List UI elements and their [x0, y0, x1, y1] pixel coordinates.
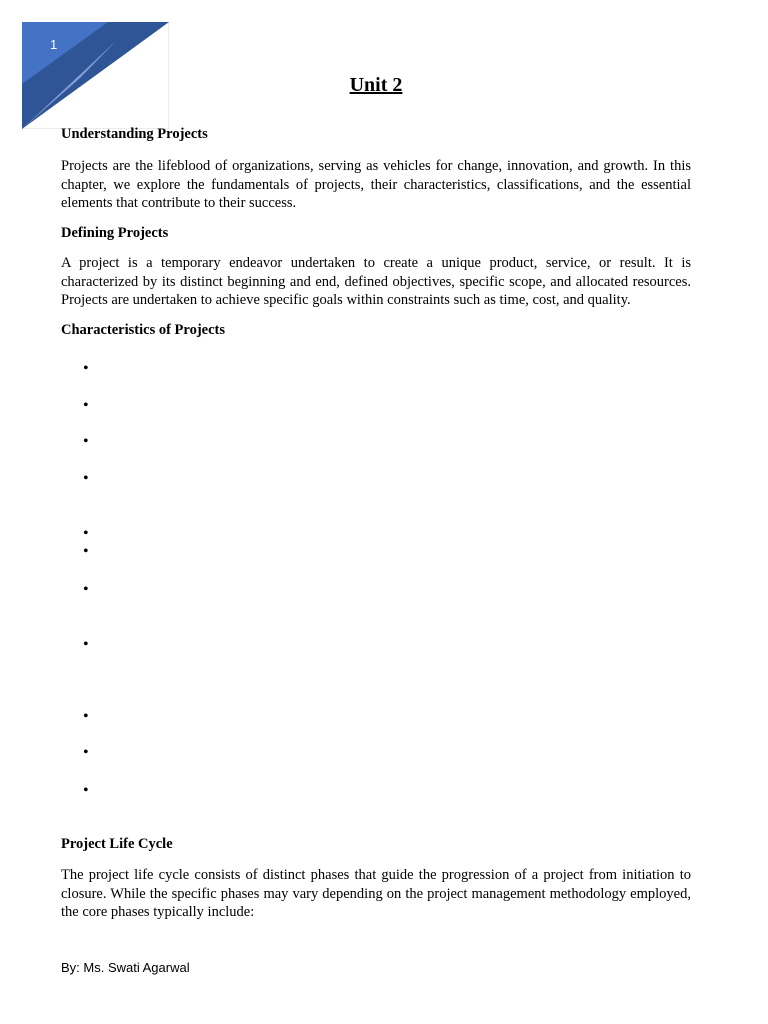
bullet-item: • — [83, 543, 89, 560]
section-paragraph-life-cycle: The project life cycle consists of distinct phases that guide the progression of a project from initiation to closure. While the specific phases may vary depending on the project management methodology employed, the core phases typically include: — [61, 867, 691, 921]
bullet-item: • — [83, 581, 89, 598]
bullet-item: • — [83, 636, 89, 653]
bullet-item: • — [83, 433, 89, 450]
section-heading-life-cycle: Project Life Cycle — [61, 836, 173, 852]
bullet-item: • — [83, 360, 89, 377]
footer-author: By: Ms. Swati Agarwal — [61, 960, 190, 975]
bullet-item: • — [83, 708, 89, 725]
bullet-item: • — [83, 782, 89, 799]
page-number: 1 — [50, 37, 58, 52]
bullet-item: • — [83, 744, 89, 761]
bullet-item: • — [83, 470, 89, 487]
section-heading-characteristics: Characteristics of Projects — [61, 322, 225, 338]
section-heading-defining: Defining Projects — [61, 225, 169, 241]
section-paragraph-understanding: Projects are the lifeblood of organizations, serving as vehicles for change, innovation, and growth. In this chapter, we explore the fundamentals of projects, their characteristics, classifications, and the essential elements that contribute to their success. — [61, 158, 691, 212]
bullet-item: • — [83, 397, 89, 414]
section-paragraph-defining: A project is a temporary endeavor undertaken to create a unique product, service, or result. It is characterized by its distinct beginning and end, defined objectives, specific scope, and allocated resources. Projects are undertaken to achieve specific goals within constraints such as time, cost, and quality. — [61, 255, 691, 309]
page-title: Unit 2 — [349, 74, 403, 96]
bullet-item: • — [83, 525, 89, 542]
section-heading-understanding: Understanding Projects — [61, 126, 208, 142]
